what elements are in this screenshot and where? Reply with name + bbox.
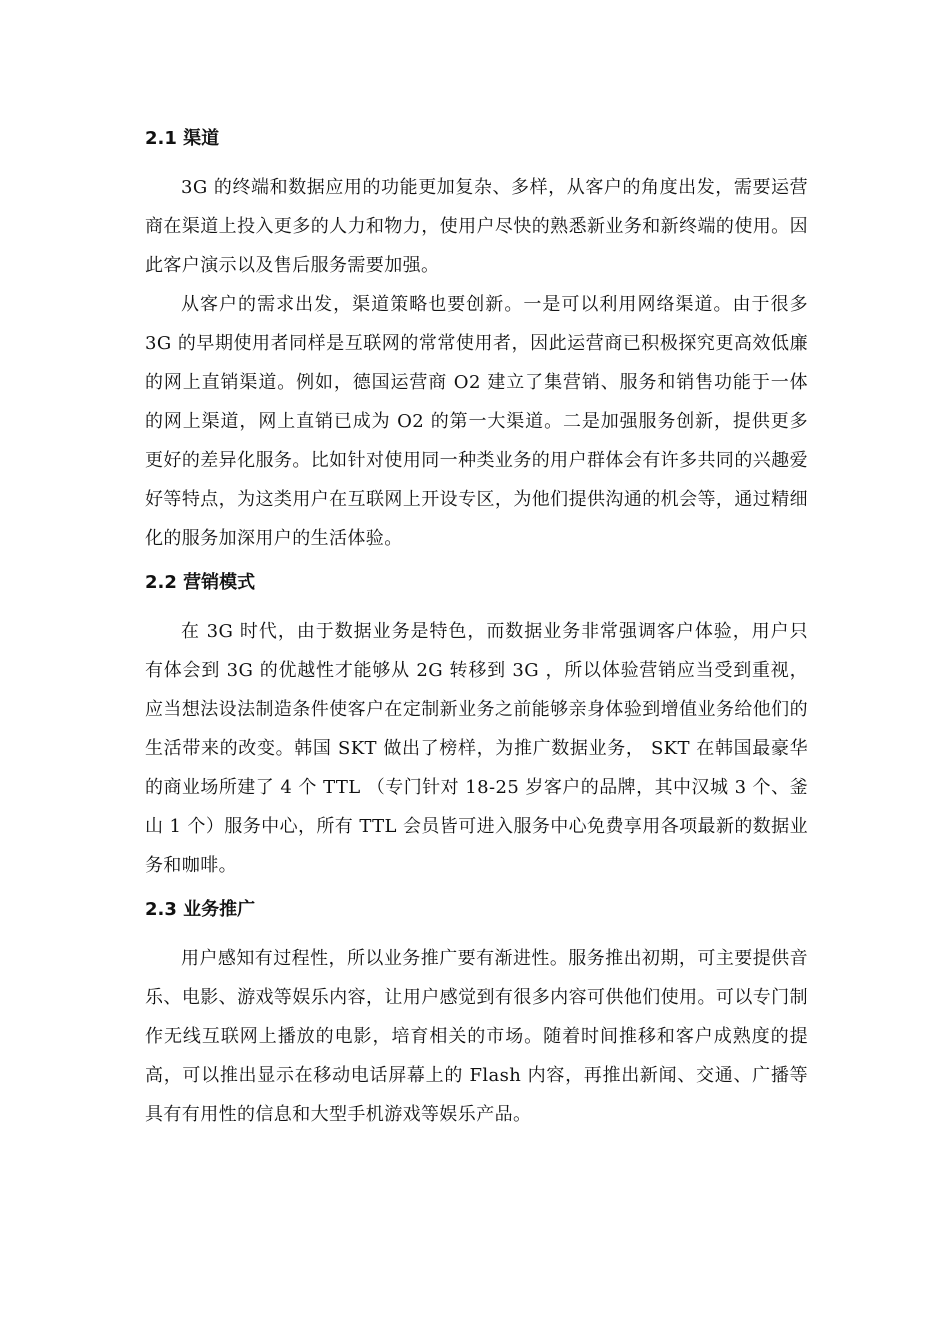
paragraph: 3G 的终端和数据应用的功能更加复杂、多样，从客户的角度出发，需要运营商在渠道上投入更多的人力和物力，使用户尽快的熟悉新业务和新终端的使用。因此客户演示以及售后服务需要加强。: [145, 177, 808, 276]
paragraph: 从客户的需求出发，渠道策略也要创新。一是可以利用网络渠道。由于很多 3G 的早期使用者同样是互联网的常常使用者，因此运营商已积极探究更高效低廉的网上直销渠道。例如，德国运营商 O2 建立了集营销、服务和销售功能于一体的网上渠道，网上直销已成为 O2 的第一大渠道。二是加强服务创新，提供更多更好的差异化服务。比如针对使用同一种类业务的用户群体会有许多共同的兴趣爱好等特点，为这类用户在互联网上开设专区，为他们提供沟通的机会等，通过精细化的服务加深用户的生活体验。: [145, 294, 808, 549]
section-heading: 2.2 营销模式: [145, 572, 256, 593]
section-channels: [145, 124, 808, 558]
paragraph: 用户感知有过程性，所以业务推广要有渐进性。服务推出初期，可主要提供音乐、电影、游戏等娱乐内容，让用户感觉到有很多内容可供他们使用。可以专门制作无线互联网上播放的电影，培育相关的市场。随着时间推移和客户成熟度的提高，可以推出显示在移动电话屏幕上的 Flash 内容，再推出新闻、交通、广播等具有有用性的信息和大型手机游戏等娱乐产品。: [145, 948, 808, 1125]
section-marketing-model: [145, 568, 808, 885]
section-heading: 2.1 渠道: [145, 128, 220, 149]
paragraph: 在 3G 时代，由于数据业务是特色，而数据业务非常强调客户体验，用户只有体会到 3G 的优越性才能够从 2G 转移到 3G ，所以体验营销应当受到重视，应当想法设法制造条件使客户在定制新业务之前能够亲身体验到增值业务给他们的生活带来的改变。韩国 SKT 做出了榜样，为推广数据业务， SKT 在韩国最豪华的商业场所建了 4 个 TTL （专门针对 18-25 岁客户的品牌，其中汉城 3 个、釜山 1 个）服务中心，所有 TTL 会员皆可进入服务中心免费享用各项最新的数据业务和咖啡。: [145, 621, 808, 876]
section-heading: 2.3 业务推广: [145, 899, 256, 920]
section-service-promotion: [145, 895, 808, 1134]
